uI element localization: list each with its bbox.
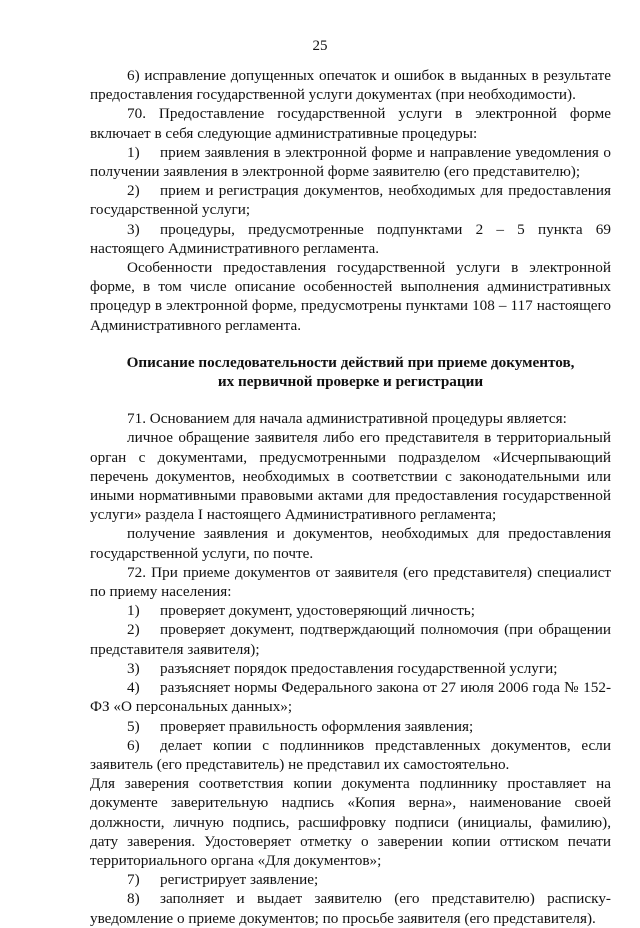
list-item	[90, 736, 611, 774]
paragraph-electronic-features: Особенности предоставления государственной услуги в электронной форме, в том числе описание особенностей выполнения административных процедур в электронной форме, предусмотрены пунктами 108 – 117 настоящего Административного регламента.	[90, 259, 611, 334]
list-number: 1)	[127, 143, 140, 161]
heading-line-1: Описание последовательности действий при приеме документов,	[126, 353, 575, 371]
section-heading	[90, 353, 611, 391]
list-number: 5)	[127, 717, 140, 735]
paragraph-70: 70. Предоставление государственной услуги в электронной форме включает в себя следующие административные процедуры:	[90, 105, 611, 142]
list-text: прием и регистрация документов, необходимых для предоставления государственной услуги;	[90, 182, 611, 219]
list-number: 7)	[127, 871, 140, 889]
list-item	[90, 143, 611, 181]
heading-line-2: их первичной проверке и регистрации	[217, 373, 484, 391]
list-text: проверяет правильность оформления заявления;	[160, 717, 474, 735]
list-text: делает копии с подлинников представленных документов, если заявитель (его представитель) не представил их самостоятельно.	[90, 736, 611, 773]
list-number: 2)	[127, 182, 140, 200]
list-item	[90, 678, 611, 716]
list-item	[90, 220, 611, 258]
list-item	[90, 620, 611, 658]
list-text: проверяет документ, удостоверяющий личность;	[160, 602, 475, 620]
list-text: регистрирует заявление;	[160, 871, 319, 889]
paragraph-item-6: 6) исправление допущенных опечаток и ошибок в выданных в результате предоставления государственной услуги документах (при необходимости).	[90, 67, 611, 104]
list-item	[90, 870, 611, 889]
list-item	[90, 659, 611, 678]
paragraph-72: 72. При приеме документов от заявителя (его представителя) специалист по приему населения:	[90, 563, 611, 601]
list-item	[90, 717, 611, 736]
list-text: разъясняет нормы Федерального закона от 27 июля 2006 года № 152-ФЗ «О персональных данных»;	[90, 679, 611, 716]
list-number: 8)	[127, 890, 140, 908]
list-number: 1)	[127, 602, 140, 620]
paragraph-71-b: получение заявления и документов, необходимых для предоставления государственной услуги, по почте.	[90, 525, 611, 562]
paragraph-71: 71. Основанием для начала административной процедуры является:	[127, 410, 567, 428]
list-number: 3)	[127, 659, 140, 677]
list-item	[90, 601, 611, 620]
list-text: проверяет документ, подтверждающий полномочия (при обращении представителя заявителя);	[90, 621, 611, 658]
paragraph-71-a: личное обращение заявителя либо его представителя в территориальный орган с документами, предусмотренными подразделом «Исчерпывающий перечень документов, необходимых в соответствии с законодательными или иными нормативными правовыми актами для предоставления государственной услуги» раздела I настоящего Административного регламента;	[90, 429, 611, 524]
list-text: разъясняет порядок предоставления государственной услуги;	[160, 659, 558, 677]
list-item	[90, 889, 611, 927]
list-number: 2)	[127, 621, 140, 639]
list-item	[90, 181, 611, 219]
list-text: прием заявления в электронной форме и направление уведомления о получении заявления в электронной форме заявителю (его представителю);	[90, 143, 611, 181]
list-text: процедуры, предусмотренные подпунктами 2 – 5 пункта 69 настоящего Административного регламента.	[90, 220, 611, 257]
list-number: 6)	[127, 736, 140, 754]
document-body	[90, 66, 611, 928]
paragraph-certification-note: Для заверения соответствия копии документа подлиннику проставляет на документе заверительную надпись «Копия верна», наименование своей должности, личную подпись, расшифровку подписи (инициалы, фамилию), дату заверения. Удостоверяет отметку о заверении копии оттиском печати территориального органа «Для документов»;	[90, 775, 611, 869]
list-text: заполняет и выдает заявителю (его представителю) расписку-уведомление о приеме документов; по просьбе заявителя (его представителя).	[90, 890, 611, 927]
list-number: 3)	[127, 220, 140, 238]
page-number: 25	[312, 38, 328, 54]
list-number: 4)	[127, 679, 140, 697]
